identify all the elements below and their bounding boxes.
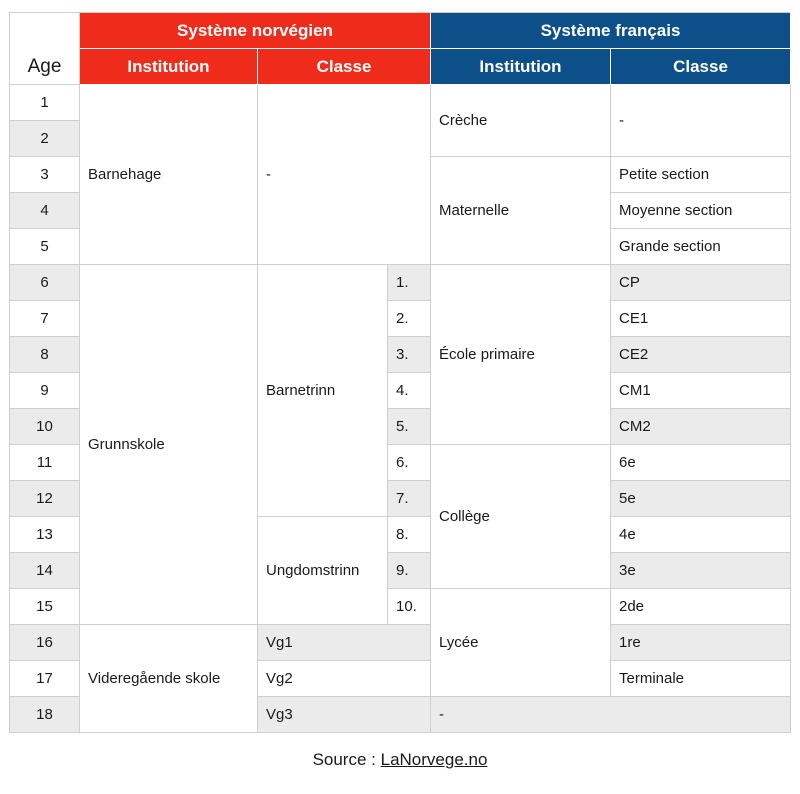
grade-cell: 1. xyxy=(388,265,431,301)
grade-cell: 10. xyxy=(388,589,431,625)
age-cell: 10 xyxy=(10,409,80,445)
age-cell: 5 xyxy=(10,229,80,265)
institution-creche: Crèche xyxy=(431,85,611,157)
french-system-header: Système français xyxy=(431,13,791,49)
age-cell: 6 xyxy=(10,265,80,301)
school-systems-table xyxy=(9,12,790,733)
age-cell: 1 xyxy=(10,85,80,121)
grade-cell: 3. xyxy=(388,337,431,373)
class-cell: CP xyxy=(611,265,791,301)
after-lycee-cell: - xyxy=(431,697,791,733)
age-cell: 7 xyxy=(10,301,80,337)
age-cell: 4 xyxy=(10,193,80,229)
vg-cell: Vg3 xyxy=(258,697,431,733)
class-cell: 5e xyxy=(611,481,791,517)
class-cell: 3e xyxy=(611,553,791,589)
age-cell: 12 xyxy=(10,481,80,517)
norway-institution-header: Institution xyxy=(80,49,258,85)
source-link[interactable]: LaNorvege.no xyxy=(380,750,488,769)
grade-cell: 5. xyxy=(388,409,431,445)
norwegian-system-header: Système norvégien xyxy=(80,13,431,49)
class-cell: CM1 xyxy=(611,373,791,409)
class-cell: 6e xyxy=(611,445,791,481)
institution-lycee: Lycée xyxy=(431,589,611,697)
age-cell: 2 xyxy=(10,121,80,157)
vg-cell: Vg2 xyxy=(258,661,431,697)
level-barnetrinn: Barnetrinn xyxy=(258,265,388,517)
creche-class: - xyxy=(611,85,791,157)
france-classe-header: Classe xyxy=(611,49,791,85)
institution-ecole-primaire: École primaire xyxy=(431,265,611,445)
source-label: Source : xyxy=(312,750,381,769)
age-cell: 9 xyxy=(10,373,80,409)
institution-maternelle: Maternelle xyxy=(431,157,611,265)
age-cell: 13 xyxy=(10,517,80,553)
level-ungdomstrinn: Ungdomstrinn xyxy=(258,517,388,625)
institution-grunnskole: Grunnskole xyxy=(80,265,258,625)
grade-cell: 2. xyxy=(388,301,431,337)
age-cell: 8 xyxy=(10,337,80,373)
class-cell: 2de xyxy=(611,589,791,625)
barnehage-class: - xyxy=(258,85,431,265)
age-header: Age xyxy=(10,13,80,85)
grade-cell: 4. xyxy=(388,373,431,409)
class-cell: CE1 xyxy=(611,301,791,337)
class-cell: Grande section xyxy=(611,229,791,265)
class-cell: CE2 xyxy=(611,337,791,373)
norway-classe-header: Classe xyxy=(258,49,431,85)
france-institution-header: Institution xyxy=(431,49,611,85)
grade-cell: 8. xyxy=(388,517,431,553)
institution-college: Collège xyxy=(431,445,611,589)
grade-cell: 6. xyxy=(388,445,431,481)
age-cell: 18 xyxy=(10,697,80,733)
grade-cell: 9. xyxy=(388,553,431,589)
institution-barnehage: Barnehage xyxy=(80,85,258,265)
vg-cell: Vg1 xyxy=(258,625,431,661)
source-caption xyxy=(0,750,800,770)
age-cell: 17 xyxy=(10,661,80,697)
age-cell: 3 xyxy=(10,157,80,193)
class-cell: Terminale xyxy=(611,661,791,697)
grade-cell: 7. xyxy=(388,481,431,517)
class-cell: 4e xyxy=(611,517,791,553)
age-cell: 11 xyxy=(10,445,80,481)
institution-videregaende: Videregående skole xyxy=(80,625,258,733)
age-cell: 15 xyxy=(10,589,80,625)
class-cell: Moyenne section xyxy=(611,193,791,229)
class-cell: Petite section xyxy=(611,157,791,193)
class-cell: 1re xyxy=(611,625,791,661)
class-cell: CM2 xyxy=(611,409,791,445)
age-cell: 14 xyxy=(10,553,80,589)
age-cell: 16 xyxy=(10,625,80,661)
